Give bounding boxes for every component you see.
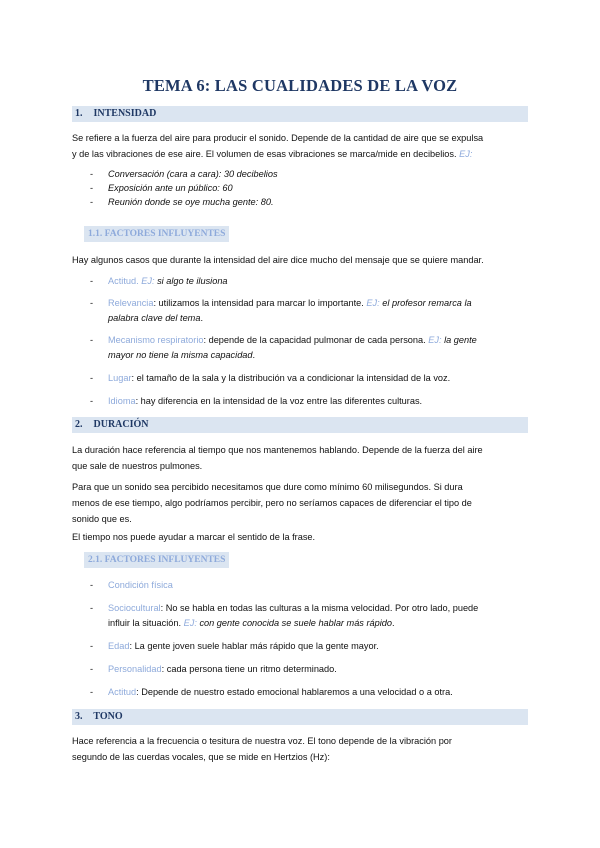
list-item-text	[108, 394, 528, 409]
section-title: TONO	[93, 711, 123, 722]
example-label: EJ:	[141, 276, 155, 286]
punctuation: .	[252, 350, 256, 360]
paragraph-line: La duración hace referencia al tiempo que nos mantenemos hablando. Depende de la fuerza del aire	[72, 445, 483, 455]
page-title: TEMA 6: LAS CUALIDADES DE LA VOZ	[142, 76, 458, 95]
bullet: -	[90, 664, 94, 674]
factor-term: Sociocultural	[108, 603, 161, 613]
example-text: la gente	[444, 335, 477, 345]
section-number: 2.	[75, 419, 83, 430]
section-heading-intensidad	[72, 106, 528, 122]
bullet: -	[90, 603, 94, 613]
punctuation: .	[136, 276, 139, 286]
factor-term: Actitud	[108, 276, 137, 286]
example-label: EJ:	[428, 335, 442, 345]
section-number: 1.	[75, 108, 83, 119]
subsection-heading: 2.1. FACTORES INFLUYENTES	[84, 552, 229, 568]
bullet: -	[90, 396, 94, 406]
example-text: palabra clave del tema	[108, 313, 201, 323]
factor-term: Edad	[108, 641, 130, 651]
section-title: INTENSIDAD	[93, 108, 157, 119]
example-label: EJ:	[183, 618, 197, 628]
factor-text: : utilizamos la intensidad para marcar lo importante.	[153, 298, 364, 308]
list-item-text	[108, 662, 528, 677]
bullet: -	[90, 687, 94, 697]
subsection-heading: 1.1. FACTORES INFLUYENTES	[84, 226, 229, 242]
factor-term: Idioma	[108, 396, 136, 406]
list-item-text	[108, 274, 528, 289]
list-item-text	[108, 685, 528, 700]
paragraph-line: que sale de nuestros pulmones.	[72, 461, 203, 471]
list-item-text: Conversación (cara a cara): 30 decibelios	[108, 169, 278, 179]
example-text: con gente conocida se suele hablar más rápido	[199, 618, 392, 628]
list-item-text: Exposición ante un público: 60	[108, 183, 233, 193]
list-item-text: Reunión donde se oye mucha gente: 80.	[108, 197, 274, 207]
bullet: -	[90, 580, 94, 590]
bullet: -	[90, 183, 94, 193]
example-label: EJ:	[366, 298, 380, 308]
section-heading-tono	[72, 709, 528, 725]
bullet: -	[90, 373, 94, 383]
bullet: -	[90, 276, 94, 286]
section-heading-duracion	[72, 417, 528, 433]
paragraph	[72, 733, 528, 765]
list-item-text	[108, 296, 528, 326]
factor-term: Mecanismo respiratorio	[108, 335, 204, 345]
list-item-text	[108, 333, 528, 363]
bullet: -	[90, 335, 94, 345]
paragraph-line: sonido que es.	[72, 514, 132, 524]
paragraph	[72, 130, 528, 162]
bullet: -	[90, 197, 94, 207]
factor-text: : depende de la capacidad pulmonar de cada persona.	[203, 335, 426, 345]
example-text: mayor no tiene la misma capacidad	[108, 350, 253, 360]
factor-text: : No se habla en todas las culturas a la misma velocidad. Por otro lado, puede	[160, 603, 479, 613]
punctuation: .	[200, 313, 204, 323]
factor-term: Personalidad	[108, 664, 162, 674]
paragraph-line: menos de ese tiempo, algo podríamos percibir, pero no seríamos capaces de diferenciar el tipo de	[72, 498, 472, 508]
paragraph: Hay algunos casos que durante la intensidad del aire dice mucho del mensaje que se quiere mandar.	[72, 255, 484, 265]
factor-term: Relevancia	[108, 298, 154, 308]
bullet: -	[90, 169, 94, 179]
section-number: 3.	[75, 711, 83, 722]
factor-term: Actitud	[108, 687, 137, 697]
factor-text: : Depende de nuestro estado emocional hablaremos a una velocidad o a otra.	[136, 687, 453, 697]
example-text: si algo te ilusiona	[157, 276, 228, 286]
factor-term: Condición física	[108, 580, 173, 590]
list-item-text	[108, 371, 528, 386]
example-label: EJ:	[459, 149, 473, 159]
factor-text: : cada persona tiene un ritmo determinado.	[161, 664, 337, 674]
section-title: DURACIÓN	[93, 419, 149, 430]
example-text: el profesor remarca la	[382, 298, 472, 308]
factor-text: influir la situación.	[108, 618, 182, 628]
paragraph	[72, 442, 528, 474]
factor-text: : el tamaño de la sala y la distribución va a condicionar la intensidad de la voz.	[131, 373, 451, 383]
factor-text: : La gente joven suele hablar más rápido que la gente mayor.	[129, 641, 379, 651]
paragraph-line: Para que un sonido sea percibido necesitamos que dure como mínimo 60 milisegundos. Si dura	[72, 482, 463, 492]
paragraph-text: y de las vibraciones de ese aire. El volumen de esas vibraciones se marca/mide en decibelios.	[72, 149, 457, 159]
list-item-text	[108, 639, 528, 654]
paragraph	[72, 479, 528, 527]
paragraph-line	[72, 146, 528, 162]
factor-text: : hay diferencia en la intensidad de la voz entre las diferentes culturas.	[135, 396, 423, 406]
paragraph-line: segundo de las cuerdas vocales, que se mide en Hertzios (Hz):	[72, 752, 330, 762]
paragraph-line: Se refiere a la fuerza del aire para producir el sonido. Depende de la cantidad de aire que se expulsa	[72, 133, 484, 143]
factor-term: Lugar	[108, 373, 132, 383]
punctuation: .	[392, 618, 395, 628]
bullet: -	[90, 641, 94, 651]
paragraph: El tiempo nos puede ayudar a marcar el sentido de la frase.	[72, 532, 316, 542]
bullet: -	[90, 298, 94, 308]
list-item-text	[108, 601, 528, 631]
paragraph-line: Hace referencia a la frecuencia o tesitura de nuestra voz. El tono depende de la vibración por	[72, 736, 452, 746]
